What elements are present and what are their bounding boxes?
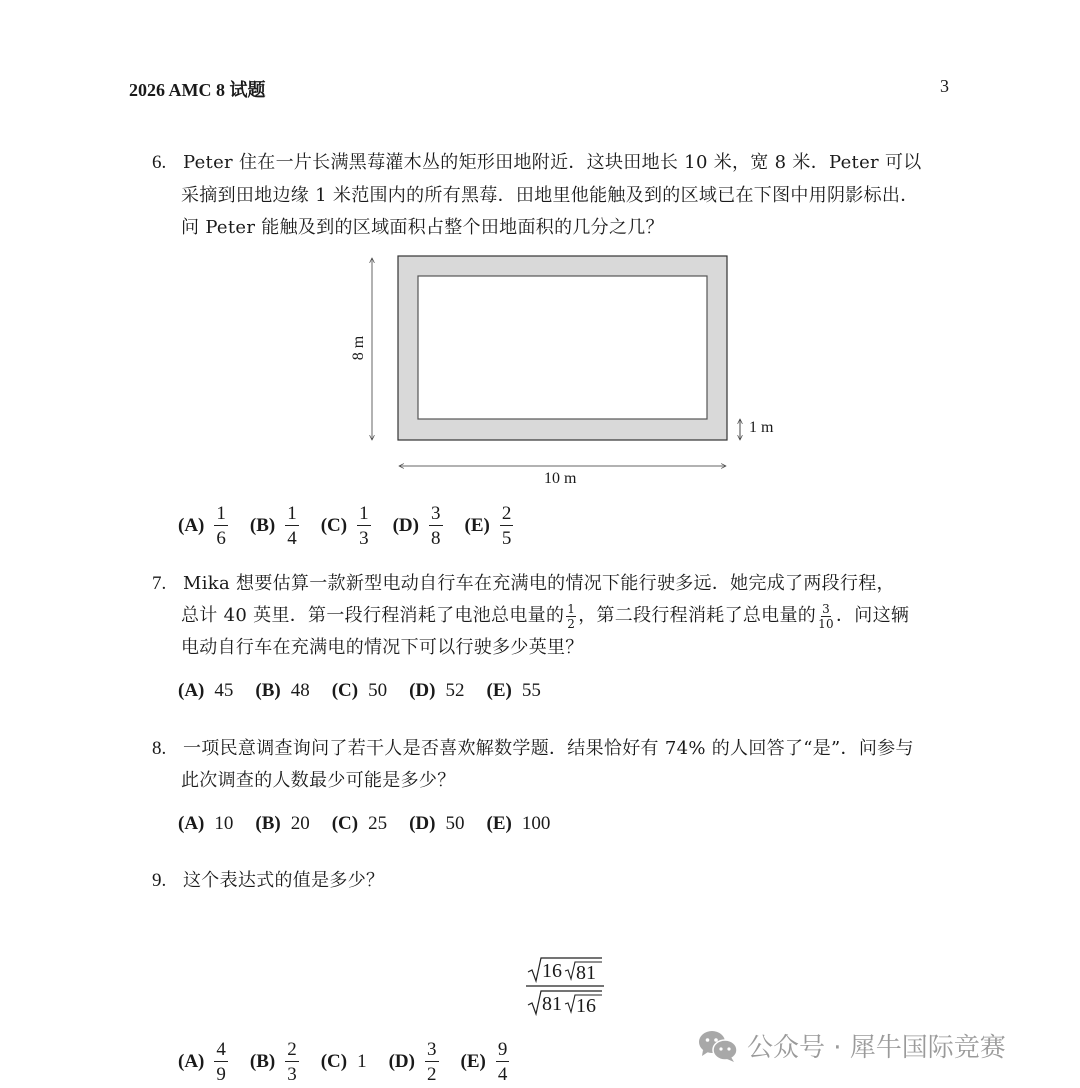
watermark-text: 公众号 · 犀牛国际竞赛 (747, 1033, 1006, 1063)
choice-c[interactable]: (C) 25 (331, 813, 388, 834)
answer-choices (178, 680, 563, 702)
fraction: $\frac{9}{4}$ (497, 1039, 508, 1085)
choice-a[interactable]: (A) $\frac{1}{6}$ (178, 503, 226, 549)
question-text-line: 一项民意调查询问了若干人是否喜欢解数学题．结果恰好有 74% 的人回答了“是”．问参与 (183, 738, 914, 759)
choice-c[interactable]: (C) $\frac{1}{3}$ (320, 503, 369, 549)
choice-a[interactable]: (A) 45 (178, 680, 234, 701)
choice-a[interactable]: (A) $\frac{4}{9}$ (178, 1039, 226, 1085)
question-text-line: 电动自行车在充满电的情况下可以行驶多少英里？ (181, 637, 584, 658)
choice-e[interactable]: (E) 55 (486, 680, 541, 701)
question-text-line: 采摘到田地边缘 1 米范围内的所有黑莓．田地里他能触及到的区域已在下图中用阴影标出． (181, 185, 919, 206)
fraction: $\frac{2}{3}$ (287, 1039, 297, 1085)
border-label: 1 m (749, 419, 774, 436)
choice-d[interactable]: (D) $\frac{3}{2}$ (388, 1039, 437, 1085)
width-label: 10 m (544, 470, 577, 487)
choice-e[interactable]: (E) 100 (486, 813, 551, 834)
question-text: 这个表达式的值是多少？ (183, 870, 385, 891)
question-text-line: Mika 想要估算一款新型电动自行车在充满电的情况下能行驶多远．她完成了两段行程， (183, 573, 895, 594)
choice-d[interactable]: (D) $\frac{3}{8}$ (392, 503, 441, 549)
choice-b[interactable]: (B) $\frac{2}{3}$ (249, 1039, 297, 1085)
choice-d[interactable]: (D) 50 (409, 813, 465, 834)
choice-c[interactable]: (C) 1 (320, 1051, 367, 1072)
answer-choices (178, 1040, 531, 1084)
question-text-line: 总计 40 英里．第一段行程消耗了电池总电量的 $\frac{1}{2}$ ，第二段行程消耗了总电量的 $\frac{3}{10}$ ．问这辆 (181, 601, 910, 631)
question-text-line: Peter 住在一片长满黑莓灌木丛的矩形田地附近．这块田地长 10 米，宽 8 米．Peter 可以 (183, 152, 922, 173)
fraction: $\frac{2}{5}$ (501, 503, 512, 549)
choice-e[interactable]: (E) $\frac{2}{5}$ (464, 503, 512, 549)
fraction: $\frac{4}{9}$ (216, 1039, 226, 1085)
fraction: $\frac{3}{10}$ (818, 601, 834, 631)
fraction: $\frac{3}{8}$ (431, 503, 441, 549)
choice-b[interactable]: (B) $\frac{1}{4}$ (249, 503, 297, 549)
question-number: 6. (152, 152, 167, 173)
answer-choices (178, 504, 535, 548)
question-number: 9. (152, 870, 167, 891)
choice-c[interactable]: (C) 50 (331, 680, 388, 701)
question-text-line: 问 Peter 能触及到的区域面积占整个田地面积的几分之几？ (181, 217, 664, 238)
fraction: $\frac{1}{6}$ (216, 503, 226, 549)
watermark (697, 1027, 1006, 1064)
fraction: $\frac{3}{2}$ (427, 1039, 437, 1085)
choice-e[interactable]: (E) $\frac{9}{4}$ (460, 1039, 508, 1085)
page-number: 3 (940, 76, 949, 96)
answer-choices (178, 813, 572, 835)
fraction: $\frac{1}{4}$ (287, 503, 297, 549)
question-number: 8. (152, 738, 167, 759)
choice-b[interactable]: (B) 48 (255, 680, 310, 701)
choice-b[interactable]: (B) 20 (255, 813, 310, 834)
height-label: 8 m (350, 335, 367, 361)
fraction: $\frac{1}{3}$ (359, 503, 369, 549)
choice-d[interactable]: (D) 52 (409, 680, 465, 701)
wechat-icon (697, 1029, 739, 1063)
question-number: 7. (152, 573, 167, 594)
field-diagram (355, 250, 795, 490)
choice-a[interactable]: (A) 10 (178, 813, 234, 834)
question-text-line: 此次调查的人数最少可能是多少？ (181, 770, 456, 791)
fraction: $\frac{1}{2}$ (567, 601, 576, 631)
page-header-title: 2026 AMC 8 试题 (129, 80, 266, 100)
